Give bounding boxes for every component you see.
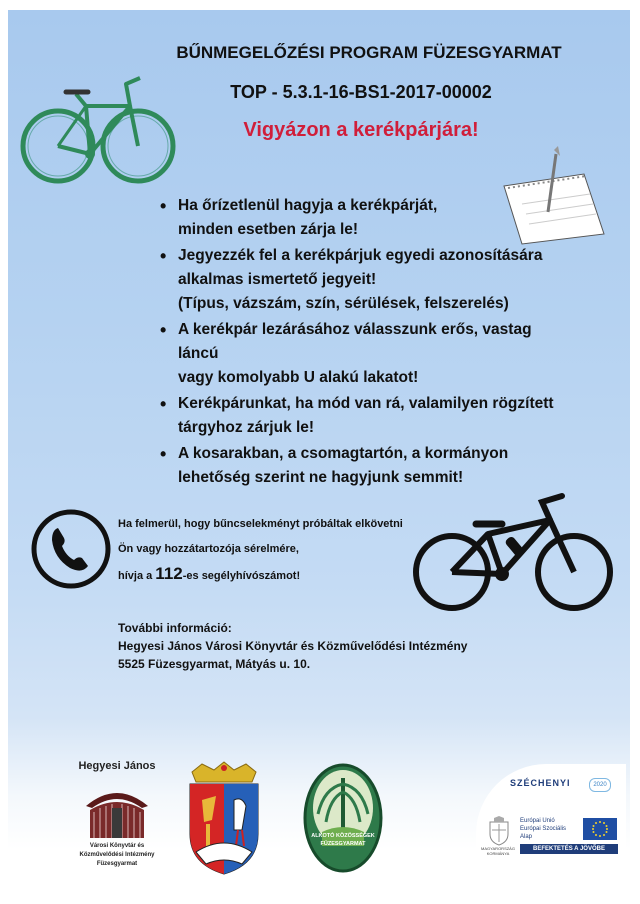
bicycle-silhouette-icon [410, 490, 616, 618]
emergency-number: 112 [155, 564, 183, 583]
poster [8, 10, 630, 894]
info-label: További információ: [118, 621, 232, 635]
library-logo-name: Hegyesi János [78, 760, 156, 772]
headline: Vigyázon a kerékpárjára! [243, 119, 479, 141]
coat-of-arms-icon [182, 760, 266, 876]
eu-slogan-bar: BEFEKTETÉS A JÖVŐBE [520, 844, 618, 854]
phone-icon [30, 508, 112, 590]
warning-line-2: Ön vagy hozzátartozója sérelmére, [118, 543, 299, 555]
info-organization: Hegyesi János Városi Könyvtár és Közművelődési Intézmény [118, 639, 468, 653]
community-logo-icon [302, 762, 384, 874]
safety-tips-list [158, 194, 568, 492]
library-logo-icon [82, 778, 152, 842]
warning-line-3: hívja a 112-es segélyhívószámot! [118, 564, 301, 583]
tip-item: • A kosarakban, a csomagtartón, a kormányon lehetőség szerint ne hagyjunk semmit! [158, 442, 568, 490]
hungarian-crest-icon [486, 816, 512, 846]
tip-item: • Kerékpárunkat, ha mód van rá, valamilyen rögzített tárgyhoz zárjuk le! [158, 392, 568, 440]
government-label: MAGYARORSZÁG KORMÁNYA [481, 846, 515, 856]
warning-line-1: Ha felmerül, hogy bűncselekményt próbáltak elkövetni [118, 518, 403, 530]
szechenyi-label: SZÉCHENYI [510, 778, 571, 788]
eu-fund-label: Európai Unió Európai Szociális Alap [520, 818, 567, 840]
szechenyi-year: 2020 [589, 778, 611, 792]
info-address: 5525 Füzesgyarmat, Mátyás u. 10. [118, 657, 311, 671]
project-code: TOP - 5.3.1-16-BS1-2017-00002 [230, 82, 492, 102]
eu-flag-icon [583, 818, 617, 840]
community-logo-text: ALKOTÓ KÖZÖSSÉGEK FÜZESGYARMAT [311, 833, 375, 847]
library-logo-caption: Városi Könyvtár és Közművelődési Intézmény Füzesgyarmat [79, 843, 155, 867]
tip-item: • Ha őrízetlenül hagyja a kerékpárját, minden esetben zárja le! [158, 194, 568, 242]
program-title: BŰNMEGELŐZÉSI PROGRAM FÜZESGYARMAT [176, 43, 562, 62]
tip-item: • A kerékpár lezárásához válasszunk erős, vastag láncú vagy komolyabb U alakú lakatot! [158, 318, 568, 390]
tip-item: • Jegyezzék fel a kerékpárjuk egyedi azonosítására alkalmas ismertető jegyeit! (Típus, vázszám, szín, sérülések, felszerelés) [158, 244, 568, 316]
